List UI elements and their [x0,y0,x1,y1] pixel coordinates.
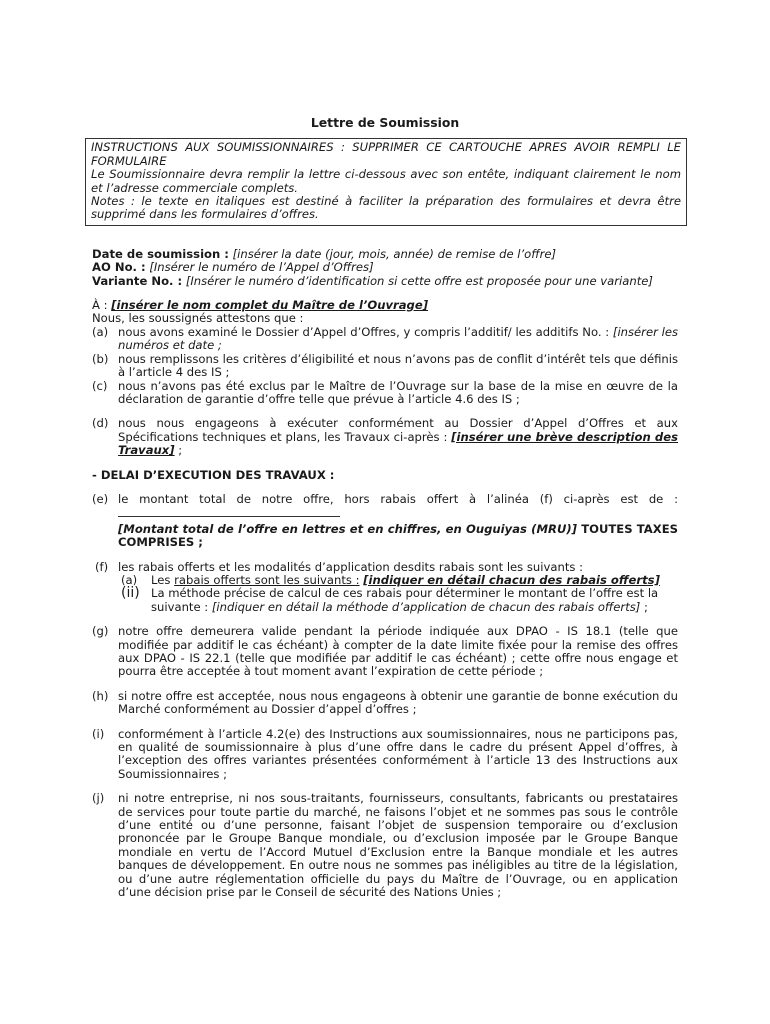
date-value: [insérer la date (jour, mois, année) de remise de l’offre] [232,246,557,261]
instructions-notes: Notes : le texte en italiques est destiné à faciliter la préparation des formulaires et devra être supprimé dans les formulaires d’offres. [91,194,681,222]
intro-line: Nous, les soussignés attestons que : [92,311,304,326]
document-page [91,115,681,900]
item-c-text: nous n’avons pas été exclus par le Maître de l’Ouvrage sur la base de la mise en œuvre de la déclaration de garantie d’offre telle que prévue à l’article 4.6 des IS ; [118,378,678,406]
item-i [92,728,678,782]
item-fb-text: La méthode précise de calcul de ces rabais pour déterminer le montant de l’offre est la suivante : [151,586,659,614]
item-a-italic: [insérer les numéros et date ; [118,324,678,353]
ao-label: AO No. : [92,260,146,275]
variante-label: Variante No. : [92,273,183,288]
item-j-label: (j) [92,791,105,806]
instructions-box [85,138,687,225]
item-c-label: (c) [92,378,108,393]
item-e-text: le montant total de notre offre, hors rabais offert à l’alinéa (f) ci-après est de : [118,491,678,506]
item-d [92,417,678,457]
item-d-text: nous nous engageons à exécuter conformément au Dossier d’Appel d’Offres et aux Spécifications techniques et plans, les Travaux ci-après : [118,416,678,444]
addressee-prefix: À : [92,298,112,313]
item-f-text: les rabais offerts et les modalités d’application desdits rabais sont les suivants : [118,559,583,574]
item-fa-underline: rabais offerts sont les suivants : [174,572,360,587]
item-c [92,380,678,407]
item-f-sub-ii [92,587,678,614]
item-e-blank [92,506,678,520]
item-f-label: (f) [95,559,109,574]
item-b [92,353,678,380]
item-g-label: (g) [92,624,109,639]
item-fb-end: ; [640,599,648,614]
item-h [92,690,678,717]
delai-heading: - DELAI D’EXECUTION DES TRAVAUX : [92,467,335,482]
item-fa-bold: [indiquer en détail chacun des rabais offerts] [363,572,660,587]
item-fa-label: (a) [121,572,138,587]
item-e-amount-bold: TOUTES TAXES COMPRISES ; [118,521,678,550]
item-g-text: notre offre demeurera valide pendant la période indiquée aux DPAO - IS 18.1 (telle que modifiée par additif le cas échéant) à compter de la date limite fixée pour la remise des offres aux DPAO - IS 22.1 (telle que modifiée par additif le cas échéant) ; cette offre nous engage et pourra être acceptée à tout moment avant l’expiration de cette période ; [118,624,678,679]
item-a [92,326,678,353]
item-fb-italic: [indiquer en détail la méthode d’application de chacun des rabais offerts] [211,599,641,614]
item-e-amount [92,523,678,550]
item-fb-label: (ii) [121,585,140,602]
item-g [92,625,678,679]
item-d-end: ; [174,443,183,458]
instructions-text: Le Soumissionnaire devra remplir la lettre ci-dessous avec son entête, indiquant clairement le nom et l’adresse commerciale complets. [91,167,681,195]
item-b-label: (b) [92,351,109,366]
ao-line [92,261,678,274]
item-fa-text: Les [151,572,175,587]
item-i-text: conformément à l’article 4.2(e) des Instructions aux soumissionnaires, nous ne participons pas, en qualité de soumissionnaire à plus d’une offre dans le cadre du présent Appel d’offres, à l’exception des offres variantes présentées conformément à l’article 13 des Instructions aux Soumissionnaires ; [118,726,678,781]
document-title: Lettre de Soumission [310,115,460,130]
item-a-text: nous avons examiné le Dossier d’Appel d’Offres, y compris l’additif/ les additifs No. : [118,324,613,339]
variante-line [92,275,678,288]
item-e-label: (e) [92,491,109,506]
item-b-text: nous remplissons les critères d’éligibilité et nous n’avons pas de conflit d’intérêt tels que définis à l’article 4 des IS ; [118,351,678,380]
item-e [92,493,678,506]
item-d-label: (d) [92,416,109,431]
variante-value: [Insérer le numéro d’identification si cette offre est proposée pour une variante] [185,273,653,288]
item-a-label: (a) [92,324,109,339]
item-j [92,792,678,899]
date-line [92,248,678,261]
item-f-sub-a [92,574,678,587]
item-j-text: ni notre entreprise, ni nos sous-traitants, fournisseurs, consultants, fabricants ou prestataires de services pour toute partie du marché, ne faisons l’objet et ne sommes pas sous le contrôle d’une entité ou d’une personne, faisant l’objet de suspension temporaire ou d’exclusion prononcée par le Groupe Banque mondiale, ou d’exclusion imposée par le Groupe Banque mondiale en vertu de l’Accord Mutuel d’Exclusion entre la Banque mondiale et les autres banques de développement. En outre nous ne sommes pas inéligibles au titre de la législation, ou d’une autre réglementation officielle du pays du Maître de l’Ouvrage, ou en application d’une décision prise par le Conseil de sécurité des Nations Unies ; [118,791,678,900]
addressee-line [92,299,678,312]
item-e-amount-italic: [Montant total de l’offre en lettres et en chiffres, en Ouguiyas (MRU)] [118,521,577,536]
date-label: Date de soumission : [92,246,229,261]
ao-value: [Insérer le numéro de l’Appel d’Offres] [149,260,374,275]
instructions-heading: INSTRUCTIONS AUX SOUMISSIONNAIRES : SUPPRIMER CE CARTOUCHE APRES AVOIR REMPLI LE FORMULAIRE [91,140,681,168]
addressee-name: [insérer le nom complet du Maître de l’Ouvrage] [111,298,429,313]
item-i-label: (i) [92,726,105,741]
item-d-bold: [insérer une brève description des Travaux] [118,429,678,458]
item-h-label: (h) [92,688,109,703]
item-f [92,561,678,574]
amount-blank-line [118,506,340,517]
item-h-text: si notre offre est acceptée, nous nous engageons à obtenir une garantie de bonne exécution du Marché conformément au Dossier d’appel d’offres ; [118,688,678,717]
